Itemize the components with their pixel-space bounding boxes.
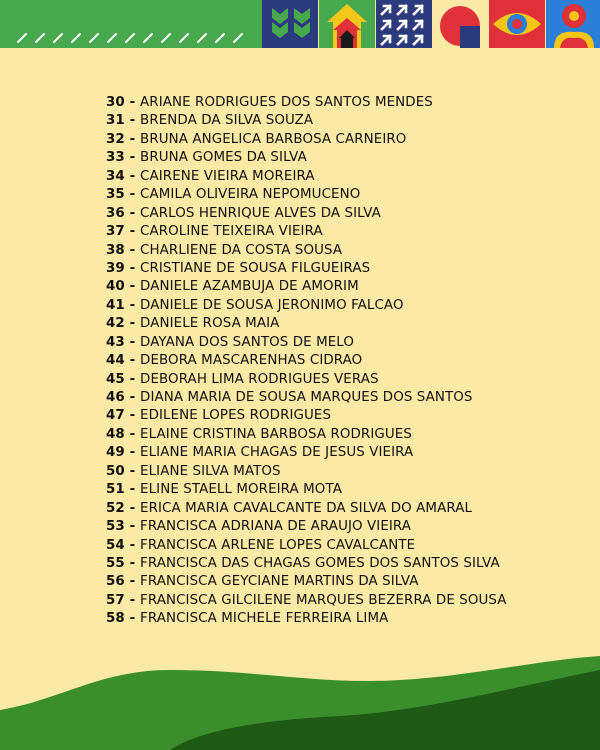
entry-name: DANIELE AZAMBUJA DE AMORIM	[140, 279, 359, 295]
entry-name: DANIELE ROSA MAIA	[140, 316, 280, 332]
list-item	[106, 260, 586, 278]
entry-number: 35	[106, 187, 125, 203]
list-item	[106, 186, 586, 204]
entry-number: 32	[106, 131, 125, 147]
entry-number: 34	[106, 168, 125, 184]
entry-separator: -	[124, 574, 141, 590]
list-item	[106, 149, 586, 167]
entry-name: FRANCISCA GILCILENE MARQUES BEZERRA DE SOUSA	[140, 592, 507, 608]
entry-name: ELAINE CRISTINA BARBOSA RODRIGUES	[140, 426, 412, 442]
entry-name: ELIANE MARIA CHAGAS DE JESUS VIEIRA	[140, 445, 414, 461]
entry-separator: -	[124, 426, 141, 442]
entry-name: CAMILA OLIVEIRA NEPOMUCENO	[140, 187, 361, 203]
entry-separator: -	[124, 168, 141, 184]
entry-separator: -	[124, 95, 141, 110]
entry-number: 58	[106, 611, 125, 627]
list-item	[106, 223, 586, 241]
list-item	[106, 444, 586, 462]
entry-number: 33	[106, 150, 125, 166]
list-item	[106, 334, 586, 352]
entry-name: ELIANE SILVA MATOS	[140, 463, 281, 479]
entry-name: DIANA MARIA DE SOUSA MARQUES DOS SANTOS	[140, 390, 473, 405]
list-item	[106, 592, 586, 610]
entry-name: DANIELE DE SOUSA JERONIMO FALCAO	[140, 297, 404, 313]
dash-pattern-decoration	[14, 30, 254, 44]
entry-name: FRANCISCA DAS CHAGAS GOMES DOS SANTOS SILVA	[140, 555, 500, 571]
entry-name: CHARLIENE DA COSTA SOUSA	[140, 242, 343, 258]
entry-separator: -	[124, 445, 141, 461]
green-hills-decoration	[0, 630, 600, 750]
arrows-grid-icon	[376, 0, 432, 48]
entry-number: 46	[106, 390, 125, 405]
entry-number: 38	[106, 242, 125, 258]
entry-name: BRENDA DA SILVA SOUZA	[140, 113, 314, 129]
entry-name: FRANCISCA GEYCIANE MARTINS DA SILVA	[140, 574, 419, 590]
entry-separator: -	[124, 334, 141, 350]
entry-name: BRUNA GOMES DA SILVA	[140, 150, 307, 166]
list-item	[106, 278, 586, 296]
entry-name: CARLOS HENRIQUE ALVES DA SILVA	[140, 205, 381, 221]
entry-number: 54	[106, 537, 125, 553]
entry-name: BRUNA ANGELICA BARBOSA CARNEIRO	[140, 131, 407, 147]
wheat-icon	[262, 0, 318, 48]
entry-name: FRANCISCA ARLENE LOPES CAVALCANTE	[140, 537, 416, 553]
list-item	[106, 555, 586, 573]
entry-number: 55	[106, 555, 125, 571]
entry-separator: -	[124, 242, 141, 258]
entry-number: 40	[106, 279, 125, 295]
entry-name: ELINE STAELL MOREIRA MOTA	[140, 482, 342, 498]
entry-separator: -	[124, 113, 141, 129]
entry-number: 42	[106, 316, 125, 332]
entry-separator: -	[124, 371, 141, 387]
entry-separator: -	[124, 150, 141, 166]
entry-number: 53	[106, 519, 125, 535]
list-item	[106, 407, 586, 425]
list-item	[106, 112, 586, 130]
entry-number: 52	[106, 500, 125, 516]
entry-name: FRANCISCA MICHELE FERREIRA LIMA	[140, 611, 389, 627]
header-green-band	[0, 0, 262, 48]
entry-number: 57	[106, 592, 125, 608]
list-item	[106, 426, 586, 444]
entry-number: 30	[106, 95, 125, 110]
list-item	[106, 481, 586, 499]
entry-name: CAROLINE TEIXEIRA VIEIRA	[140, 224, 323, 240]
entry-number: 51	[106, 482, 125, 498]
entry-number: 31	[106, 113, 125, 129]
header-banner	[0, 0, 600, 48]
entry-number: 45	[106, 371, 125, 387]
entry-separator: -	[124, 482, 141, 498]
list-item	[106, 205, 586, 223]
entry-separator: -	[124, 611, 141, 627]
list-item	[106, 518, 586, 536]
entry-separator: -	[124, 353, 141, 369]
entry-separator: -	[124, 260, 141, 276]
entry-name: CAIRENE VIEIRA MOREIRA	[140, 168, 315, 184]
list-item	[106, 352, 586, 370]
entry-name: ERICA MARIA CAVALCANTE DA SILVA DO AMARAL	[140, 500, 473, 516]
entry-separator: -	[124, 519, 141, 535]
entry-separator: -	[124, 500, 141, 516]
entry-name: EDILENE LOPES RODRIGUES	[140, 408, 332, 424]
entry-name: ARIANE RODRIGUES DOS SANTOS MENDES	[140, 95, 433, 110]
entry-number: 39	[106, 260, 125, 276]
entry-number: 36	[106, 205, 125, 221]
list-item	[106, 500, 586, 518]
entry-name: CRISTIANE DE SOUSA FILGUEIRAS	[140, 260, 371, 276]
list-item	[106, 610, 586, 628]
flower-pin-icon	[546, 0, 600, 48]
list-item	[106, 389, 586, 407]
entry-number: 44	[106, 353, 125, 369]
entry-number: 49	[106, 445, 125, 461]
list-item	[106, 94, 586, 112]
entry-separator: -	[124, 316, 141, 332]
entry-separator: -	[124, 408, 141, 424]
list-item	[106, 463, 586, 481]
entry-number: 50	[106, 463, 125, 479]
arrow-up-icon	[319, 0, 375, 48]
list-item	[106, 371, 586, 389]
entry-number: 41	[106, 297, 125, 313]
entry-separator: -	[124, 187, 141, 203]
entry-separator: -	[124, 463, 141, 479]
entry-separator: -	[124, 279, 141, 295]
list-item	[106, 315, 586, 333]
entry-number: 56	[106, 574, 125, 590]
list-item	[106, 131, 586, 149]
entry-separator: -	[124, 224, 141, 240]
entry-number: 47	[106, 408, 125, 424]
name-list	[106, 94, 586, 629]
circle-quarter-icon	[432, 0, 488, 48]
entry-separator: -	[124, 390, 141, 405]
eye-icon	[489, 0, 545, 48]
entry-separator: -	[124, 205, 141, 221]
entry-number: 48	[106, 426, 125, 442]
list-item	[106, 537, 586, 555]
entry-name: DAYANA DOS SANTOS DE MELO	[140, 334, 355, 350]
entry-separator: -	[124, 592, 141, 608]
entry-name: FRANCISCA ADRIANA DE ARAUJO VIEIRA	[140, 519, 412, 535]
list-item	[106, 168, 586, 186]
list-item	[106, 242, 586, 260]
list-item	[106, 573, 586, 591]
entry-separator: -	[124, 297, 141, 313]
entry-separator: -	[124, 537, 141, 553]
entry-separator: -	[124, 555, 141, 571]
list-item	[106, 297, 586, 315]
entry-number: 43	[106, 334, 125, 350]
entry-separator: -	[124, 131, 141, 147]
entry-number: 37	[106, 224, 125, 240]
header-icon-tiles	[262, 0, 600, 48]
entry-name: DEBORAH LIMA RODRIGUES VERAS	[140, 371, 379, 387]
entry-name: DEBORA MASCARENHAS CIDRAO	[140, 353, 363, 369]
